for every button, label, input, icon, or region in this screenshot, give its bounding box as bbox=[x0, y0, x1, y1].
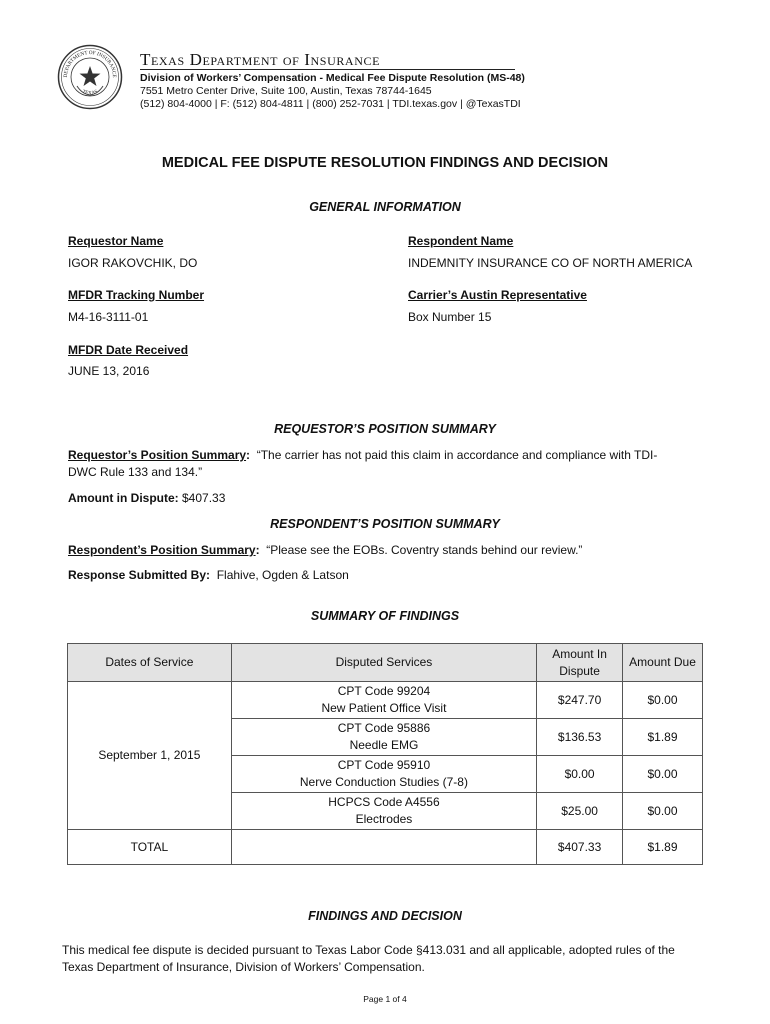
requestor-position-paragraph: Requestor’s Position Summary: “The carrier has not paid this claim in accordance and compliance with TDI- DWC Rule 133 and 134.” bbox=[68, 448, 658, 479]
requestor-name-value: IGOR RAKOVCHIK, DO bbox=[68, 256, 198, 270]
respondent-position-heading: RESPONDENT’S POSITION SUMMARY bbox=[270, 517, 500, 531]
respondent-quote: “Please see the EOBs. Coventry stands behind our review.” bbox=[266, 543, 583, 557]
decision-line2: Texas Department of Insurance, Division of Workers’ Compensation. bbox=[62, 960, 425, 974]
due-cell: $0.00 bbox=[623, 756, 703, 793]
summary-findings-heading: SUMMARY OF FINDINGS bbox=[310, 609, 460, 623]
amount-cell: $25.00 bbox=[537, 793, 623, 830]
agency-name: Texas Department of Insurance bbox=[140, 50, 381, 69]
table-row bbox=[68, 682, 703, 719]
column-header: Amount Due bbox=[623, 644, 703, 682]
requestor-quote-line1: “The carrier has not paid this claim in accordance and compliance with TDI- bbox=[256, 448, 658, 462]
total-empty-cell bbox=[231, 830, 536, 865]
tracking-number-label: MFDR Tracking Number bbox=[68, 288, 205, 302]
requestor-quote-line2: DWC Rule 133 and 134.” bbox=[68, 465, 203, 479]
response-submitted-label: Response Submitted By: bbox=[68, 568, 211, 582]
respondent-position-label: Respondent’s Position Summary bbox=[68, 543, 256, 557]
response-submitted-value: Flahive, Ogden & Latson bbox=[216, 568, 349, 582]
due-cell: $0.00 bbox=[623, 682, 703, 719]
findings-decision-heading: FINDINGS AND DECISION bbox=[308, 909, 462, 923]
contact-line: (512) 804-4000 | F: (512) 804-4811 | (800) 252-7031 | TDI.texas.gov | @TexasTDI bbox=[140, 98, 521, 110]
amount-cell: $247.70 bbox=[537, 682, 623, 719]
service-cell bbox=[231, 756, 536, 793]
amount-in-dispute-line bbox=[68, 490, 688, 507]
service-code: HCPCS Code A4556 bbox=[328, 795, 440, 809]
austin-rep-label: Carrier’s Austin Representative bbox=[408, 288, 587, 302]
column-header: Amount In Dispute bbox=[537, 644, 623, 682]
decision-line1: This medical fee dispute is decided pursuant to Texas Labor Code §413.031 and all applicable, adopted rules of the bbox=[62, 943, 675, 957]
total-label-cell: TOTAL bbox=[68, 830, 232, 865]
service-code: CPT Code 95886 bbox=[337, 721, 431, 735]
address-line: 7551 Metro Center Drive, Suite 100, Austin, Texas 78744-1645 bbox=[140, 85, 432, 97]
total-due-cell: $1.89 bbox=[623, 830, 703, 865]
amount-in-dispute-value: $407.33 bbox=[182, 491, 226, 505]
table-header-row bbox=[68, 644, 703, 682]
total-row bbox=[68, 830, 703, 865]
general-info-heading: GENERAL INFORMATION bbox=[309, 200, 461, 214]
service-cell bbox=[231, 719, 536, 756]
column-header: Dates of Service bbox=[68, 644, 232, 682]
requestor-position-label: Requestor’s Position Summary bbox=[68, 448, 247, 462]
austin-rep-value: Box Number 15 bbox=[408, 310, 492, 324]
page-number: Page 1 of 4 bbox=[363, 994, 407, 1004]
column-header: Disputed Services bbox=[231, 644, 536, 682]
service-code: CPT Code 95910 bbox=[337, 758, 431, 772]
amount-cell: $0.00 bbox=[537, 756, 623, 793]
service-code: CPT Code 99204 bbox=[337, 684, 431, 698]
respondent-name-value: INDEMNITY INSURANCE CO OF NORTH AMERICA bbox=[408, 256, 693, 270]
due-cell: $0.00 bbox=[623, 793, 703, 830]
response-submitted-line bbox=[68, 567, 688, 584]
service-cell bbox=[231, 682, 536, 719]
service-description: Needle EMG bbox=[349, 738, 419, 752]
requestor-position-heading: REQUESTOR’S POSITION SUMMARY bbox=[274, 422, 496, 436]
requestor-name-label: Requestor Name bbox=[68, 234, 164, 248]
document-title: MEDICAL FEE DISPUTE RESOLUTION FINDINGS AND DECISION bbox=[161, 155, 609, 171]
tracking-number-value: M4-16-3111-01 bbox=[68, 310, 149, 324]
date-received-value: JUNE 13, 2016 bbox=[68, 364, 150, 378]
total-amount-cell: $407.33 bbox=[537, 830, 623, 865]
due-cell: $1.89 bbox=[623, 719, 703, 756]
service-description: Electrodes bbox=[355, 812, 413, 826]
respondent-name-label: Respondent Name bbox=[408, 234, 514, 248]
tdi-seal-logo bbox=[57, 44, 123, 110]
respondent-position-paragraph: Respondent’s Position Summary: “Please see the EOBs. Coventry stands behind our review.” bbox=[68, 543, 583, 557]
svg-text:DEPARTMENT OF INSURANCE: DEPARTMENT OF INSURANCE bbox=[62, 49, 118, 78]
findings-table bbox=[67, 643, 703, 865]
svg-text:TEXAS: TEXAS bbox=[81, 88, 99, 97]
service-description: Nerve Conduction Studies (7-8) bbox=[299, 775, 468, 789]
amount-cell: $136.53 bbox=[537, 719, 623, 756]
division-line: Division of Workers’ Compensation - Medical Fee Dispute Resolution (MS-48) bbox=[140, 72, 525, 84]
decision-paragraph bbox=[62, 942, 722, 976]
date-received-label: MFDR Date Received bbox=[68, 343, 189, 357]
amount-in-dispute-label: Amount in Dispute: bbox=[68, 491, 179, 505]
service-description: New Patient Office Visit bbox=[321, 701, 447, 715]
date-of-service-cell: September 1, 2015 bbox=[68, 682, 232, 830]
service-cell bbox=[231, 793, 536, 830]
header-divider bbox=[140, 69, 515, 70]
